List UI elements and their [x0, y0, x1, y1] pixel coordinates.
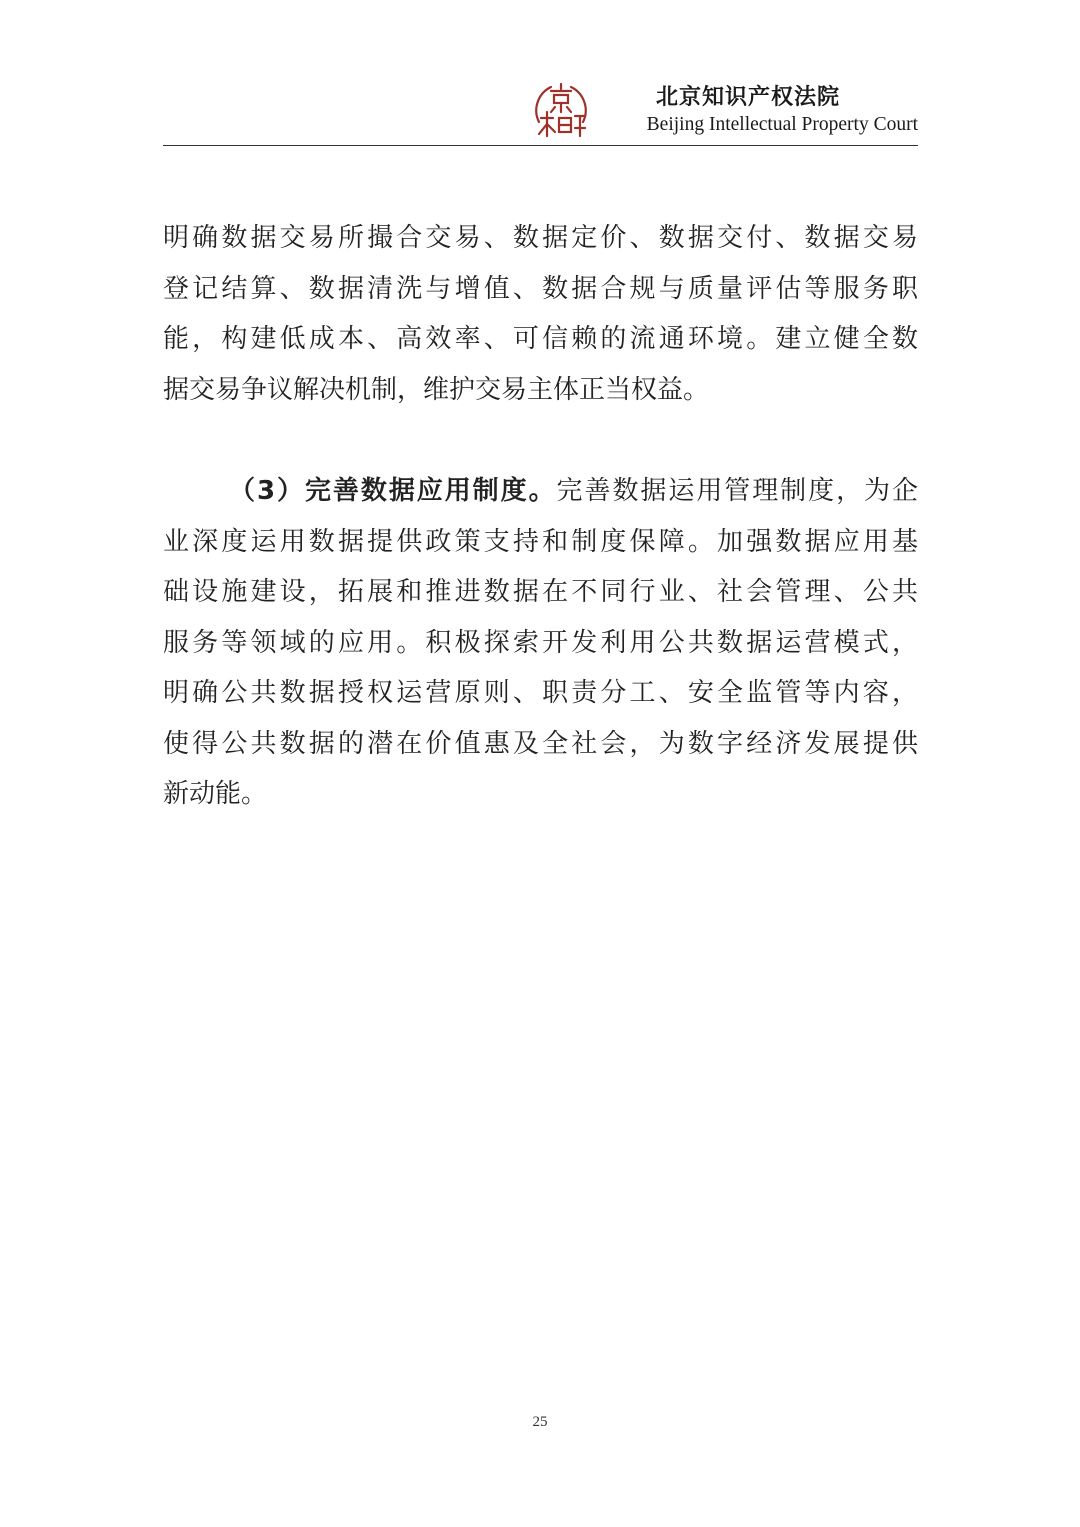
paragraph-line: 础设施建设，拓展和推进数据在不同行业、社会管理、公共: [163, 577, 918, 607]
court-name-english: Beijing Intellectual Property Court: [646, 114, 918, 135]
paragraph-line: 登记结算、数据清洗与增值、数据合规与质量评估等服务职: [163, 273, 918, 304]
paragraph-data-application: [163, 466, 918, 820]
paragraph-data-exchange: [163, 213, 918, 415]
paragraph-line: 使得公共数据的潜在价值惠及全社会，为数字经济发展提供: [163, 728, 918, 759]
paragraph-first-line: [163, 466, 918, 517]
court-seal-logo-icon: [529, 78, 593, 142]
paragraph-line: 业深度运用数据提供政策支持和制度保障。加强数据应用基: [163, 526, 918, 557]
paragraph-line: 明确数据交易所撮合交易、数据定价、数据交付、数据交易: [163, 223, 918, 253]
page-number: 25: [532, 1414, 548, 1430]
paragraph-line: 据交易争议解决机制，维护交易主体正当权益。: [163, 374, 710, 405]
header-divider: [163, 145, 918, 146]
paragraph-line: 能，构建低成本、高效率、可信赖的流通环境。建立健全数: [163, 324, 918, 354]
page-header: [163, 70, 918, 148]
paragraph-line: 新动能。: [163, 779, 268, 809]
paragraph-line: 服务等领域的应用。积极探索开发利用公共数据运营模式，: [163, 627, 918, 658]
paragraph-line-text: 完善数据运用管理制度，为企: [556, 476, 918, 506]
paragraph-line: 明确公共数据授权运营原则、职责分工、安全监管等内容，: [163, 678, 918, 708]
court-name-chinese: 北京知识产权法院: [655, 85, 840, 110]
section-heading: （3）完善数据应用制度。: [229, 476, 557, 506]
